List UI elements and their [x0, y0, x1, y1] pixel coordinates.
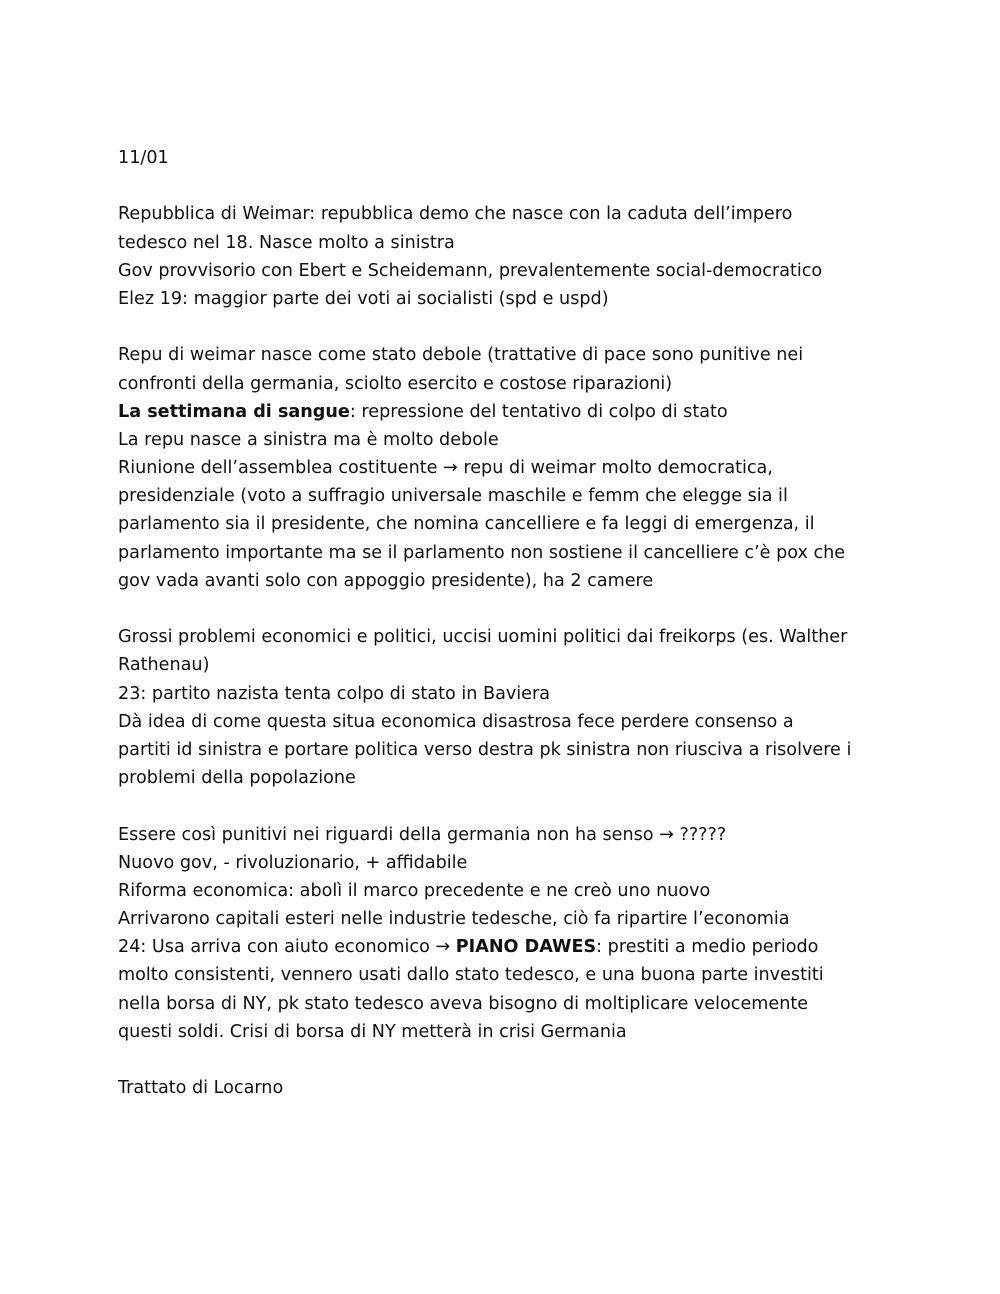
text-line: questi soldi. Crisi di borsa di NY metterà in crisi Germania [118, 1021, 627, 1042]
text-line: confronti della germania, sciolto esercito e costose riparazioni) [118, 373, 673, 394]
text-line: Repubblica di Weimar: repubblica demo che nasce con la caduta dell’impero [118, 204, 793, 225]
text-line: molto consistenti, vennero usati dallo stato tedesco, e una buona parte investiti [118, 965, 824, 986]
text-line: Repu di weimar nasce come stato debole (trattative di pace sono punitive nei [118, 345, 804, 366]
text-line: Rathenau) [118, 655, 210, 676]
text-line: Trattato di Locarno [118, 1078, 284, 1099]
spacer [118, 313, 898, 341]
text-line: Gov provvisorio con Ebert e Scheidemann, prevalentemente social-democratico [118, 260, 823, 281]
text-span: 24: Usa arriva con aiuto economico → [118, 937, 456, 958]
text-line: parlamento importante ma se il parlamento non sostiene il cancelliere c’è pox che [118, 542, 846, 563]
bold-term: PIANO DAWES [455, 937, 597, 958]
text-line: problemi della popolazione [118, 768, 356, 789]
text-line: Riforma economica: abolì il marco precedente e ne creò uno nuovo [118, 880, 711, 901]
text-line: partiti id sinistra e portare politica verso destra pk sinistra non riusciva a risolvere i [118, 739, 852, 760]
text-line: Arrivarono capitali esteri nelle industrie tedesche, ciò fa ripartire l’economia [118, 909, 790, 930]
text-line: Dà idea di come questa situa economica disastrosa fece perdere consenso a [118, 711, 794, 732]
spacer [118, 595, 898, 623]
text-span: : repressione del tentativo di colpo di stato [349, 401, 728, 422]
text-line [118, 398, 898, 426]
text-line: Grossi problemi economici e politici, uccisi uomini politici dai freikorps (es. Walther [118, 627, 848, 648]
date-heading: 11/01 [118, 148, 169, 168]
bold-term: La settimana di sangue [118, 401, 350, 422]
spacer [118, 1046, 898, 1074]
text-line: Nuovo gov, - rivoluzionario, + affidabile [118, 852, 468, 873]
text-line: presidenziale (voto a suffragio universale maschile e femm che elegge sia il [118, 486, 788, 507]
text-line: La repu nasce a sinistra ma è molto debole [118, 429, 499, 450]
text-line: Essere così punitivi nei riguardi della germania non ha senso → ????? [118, 824, 727, 845]
text-line: 23: partito nazista tenta colpo di stato in Baviera [118, 683, 550, 704]
text-line: tedesco nel 18. Nasce molto a sinistra [118, 232, 455, 253]
spacer [118, 792, 898, 820]
text-span: : prestiti a medio periodo [596, 937, 819, 958]
text-line: parlamento sia il presidente, che nomina cancelliere e fa leggi di emergenza, il [118, 514, 815, 535]
document-page [118, 144, 898, 1102]
text-line: nella borsa di NY, pk stato tedesco aveva bisogno di moltiplicare velocemente [118, 993, 809, 1014]
text-line [118, 933, 898, 961]
text-line: Riunione dell’assemblea costituente → repu di weimar molto democratica, [118, 458, 773, 479]
text-line: gov vada avanti solo con appoggio presidente), ha 2 camere [118, 570, 654, 591]
spacer [118, 172, 898, 200]
text-line: Elez 19: maggior parte dei voti ai socialisti (spd e uspd) [118, 288, 609, 309]
